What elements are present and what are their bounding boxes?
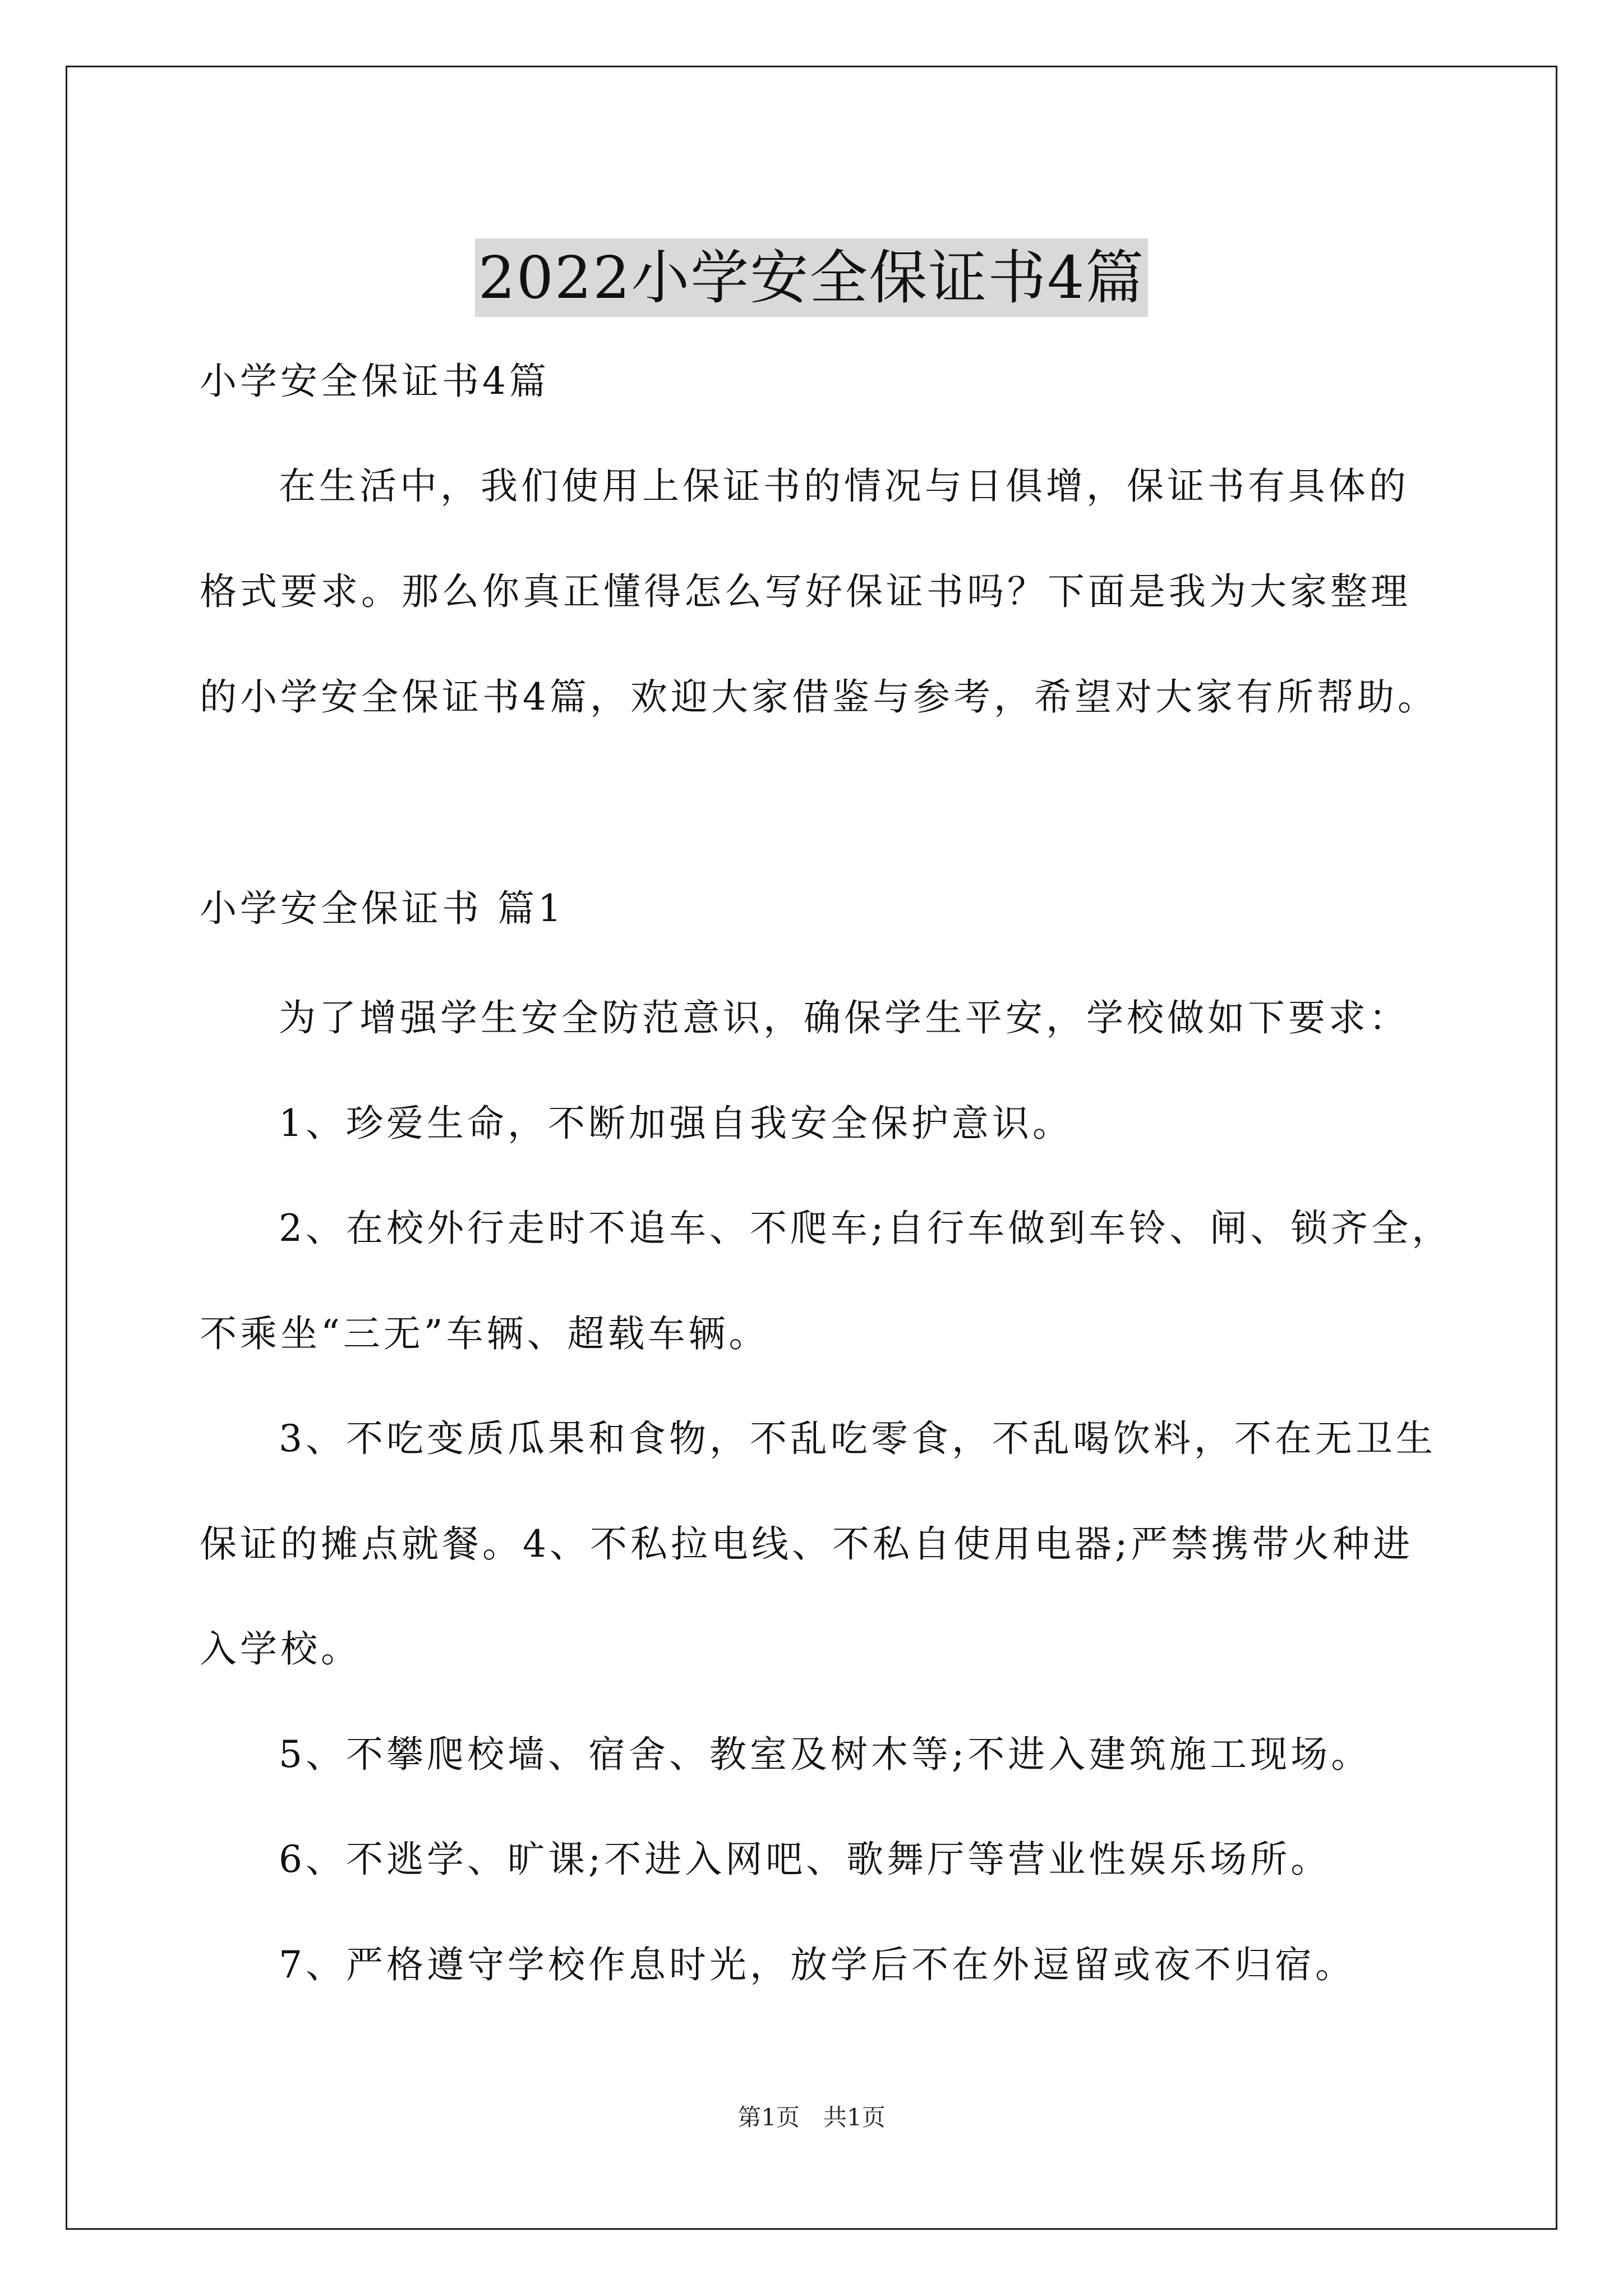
body-line-1: 为了增强学生安全防范意识，确保学生平安，学校做如下要求： [279,996,1409,1039]
intro-line-1: 在生活中，我们使用上保证书的情况与日俱增，保证书有具体的 [279,464,1409,508]
page-footer: 第1页 共1页 [737,2104,886,2131]
intro-line-3: 的小学安全保证书4篇，欢迎大家借鉴与参考，希望对大家有所帮助。 [200,675,1438,719]
body-line-10: 7、严格遵守学校作息时光，放学后不在外逗留或夜不归宿。 [279,1943,1355,1986]
body-line-9: 6、不逃学、旷课;不进入网吧、歌舞厅等营业性娱乐场所。 [279,1838,1331,1881]
body-line-2: 1、珍爱生命，不断加强自我安全保护意识。 [279,1102,1073,1145]
body-line-8: 5、不攀爬校墙、宿舍、教室及树木等;不进入建筑施工现场。 [279,1733,1372,1776]
title-container [0,199,1623,356]
document-title: 2022小学安全保证书4篇 [475,238,1149,317]
body-line-7: 入学校。 [200,1627,361,1671]
intro-line-2: 格式要求。那么你真正懂得怎么写好保证书吗？下面是我为大家整理 [200,570,1411,613]
body-line-3: 2、在校外行走时不追车、不爬车;自行车做到车铃、闸、锁齐全， [279,1207,1453,1250]
body-line-5: 3、不吃变质瓜果和食物，不乱吃零食，不乱喝饮料，不在无卫生 [279,1417,1436,1460]
section-heading: 小学安全保证书 篇1 [200,887,565,930]
body-line-4: 不乘坐“三无”车辆、超载车辆。 [200,1312,769,1355]
body-line-6: 保证的摊点就餐。4、不私拉电线、不私自使用电器;严禁携带火种进 [200,1522,1414,1566]
document-subtitle: 小学安全保证书4篇 [200,360,550,403]
